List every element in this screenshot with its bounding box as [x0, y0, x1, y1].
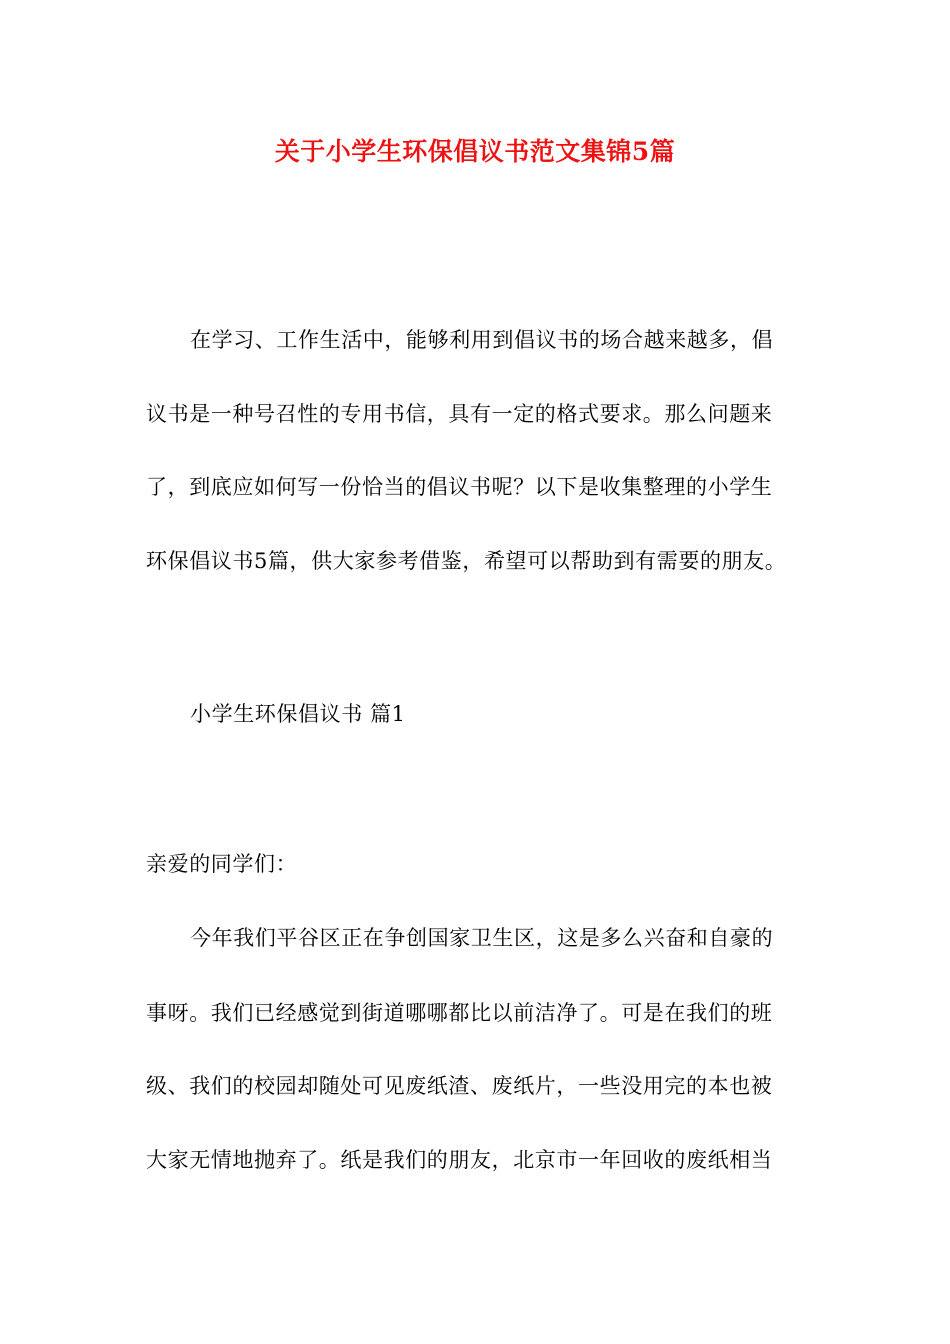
intro-line-4: 环保倡议书5篇，供大家参考借鉴，希望可以帮助到有需要的朋友。: [146, 549, 787, 573]
body-line-4: 大家无情地抛弃了。纸是我们的朋友，北京市一年回收的废纸相当: [146, 1148, 773, 1172]
body-line-1: 今年我们平谷区正在争创国家卫生区，这是多么兴奋和自豪的: [190, 926, 774, 950]
document-title: 关于小学生环保倡议书范文集锦5篇: [274, 137, 676, 166]
intro-line-3: 了，到底应如何写一份恰当的倡议书呢？以下是收集整理的小学生: [146, 475, 773, 499]
salutation: 亲爱的同学们：: [146, 852, 298, 876]
intro-line-1: 在学习、工作生活中，能够利用到倡议书的场合越来越多，倡: [190, 328, 774, 352]
intro-line-2: 议书是一种号召性的专用书信，具有一定的格式要求。那么问题来: [146, 402, 773, 426]
body-line-3: 级、我们的校园却随处可见废纸渣、废纸片，一些没用完的本也被: [146, 1074, 773, 1098]
body-line-2: 事呀。我们已经感觉到街道哪哪都比以前洁净了。可是在我们的班: [146, 1001, 773, 1025]
section-heading: 小学生环保倡议书 篇1: [190, 702, 406, 726]
